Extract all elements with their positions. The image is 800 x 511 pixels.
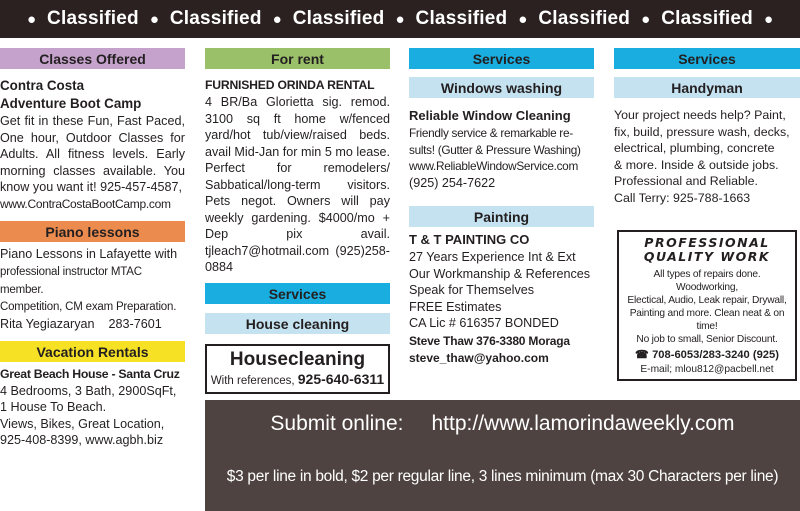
- ad-body: Get fit in these Fun, Fast Paced, One hour, Outdoor Classes for Adults. All fitness levels. Early morning classes available. You know you want it! 925-457-4587,: [0, 114, 185, 194]
- submit-panel: [205, 400, 800, 511]
- ad-handyman: [614, 107, 800, 206]
- submit-label: Submit online:: [270, 412, 404, 435]
- ad-line: CA Lic # 616357 BONDED: [409, 316, 559, 330]
- section-header-services: Services: [614, 48, 800, 69]
- bullet-icon: ●: [149, 10, 159, 28]
- ad-link[interactable]: www.ContraCostaBootCamp.com: [0, 196, 171, 211]
- ad-contact: [209, 371, 386, 389]
- banner-word: Classified: [292, 8, 385, 29]
- ad-line: FREE Estimates: [409, 299, 502, 314]
- ad-line: 27 Years Experience Int & Ext: [409, 250, 576, 264]
- ad-body: 4 BR/Ba Glorietta sig. remod. 3100 sq ft home w/fenced yard/hot tub/view/raised beds. avail Mid-Jan for min 5 mo lease. Perfect for remodelers/ Sabbatical/long-term visitors. Pets negot. Owners will pay weekly gardening. $4000/mo + Dep pix avail. tjleach7@hotmail.com (925)258-0884: [205, 95, 390, 274]
- section-header-rent: For rent: [205, 48, 390, 69]
- ad-bootcamp: [0, 77, 185, 212]
- subheader-painting: Painting: [409, 206, 594, 227]
- pricing-text: $3 per line in bold, $2 per regular line, 3 lines minimum (max 30 Characters per line): [226, 468, 779, 485]
- banner-word: Classified: [415, 8, 508, 29]
- banner-word: Classified: [538, 8, 631, 29]
- ad-body: [622, 268, 792, 346]
- ad-line: (925) 254-7622: [409, 175, 496, 190]
- classified-banner: [0, 0, 800, 38]
- ad-contact: [622, 348, 792, 361]
- ad-title: PROFESSIONAL: [644, 235, 770, 250]
- banner-word: Classified: [47, 8, 139, 29]
- subheader-handyman: Handyman: [614, 77, 800, 98]
- ad-beach-house: [0, 366, 185, 449]
- ad-title: Reliable Window Cleaning: [409, 108, 571, 123]
- ad-line: 925-408-8399, www.agbh.biz: [0, 433, 164, 447]
- banner-word: Classified: [169, 8, 262, 29]
- ad-line: sults! (Gutter & Pressure Washing): [409, 142, 581, 157]
- bullet-icon: ●: [395, 10, 405, 28]
- ad-contact-phone: 283-7601: [108, 316, 162, 331]
- ad-contact: [0, 316, 185, 333]
- ad-contact-name: Rita Yegiazaryan: [0, 316, 95, 331]
- bullet-icon: ●: [26, 10, 37, 28]
- ad-line: & more. Inside & outside jobs.: [614, 157, 779, 172]
- ad-line: 1 House To Beach.: [0, 400, 107, 414]
- ad-line: Competition, CM exam Preparation.: [0, 300, 177, 313]
- ad-email[interactable]: E-mail; mlou812@pacbell.net: [640, 364, 774, 375]
- ad-line: Your project needs help? Paint,: [614, 108, 786, 122]
- ad-title: Housecleaning: [229, 349, 366, 370]
- ad-line: 4 Bedrooms, 3 Bath, 2900SqFt,: [0, 383, 177, 398]
- bullet-icon: ●: [272, 10, 282, 28]
- column-rent: [205, 48, 390, 387]
- ad-line: All types of repairs done. Woodworking,: [653, 269, 761, 293]
- ad-line: Our Workmanship & References: [409, 266, 591, 281]
- ad-line: fix, build, pressure wash, decks,: [614, 124, 790, 139]
- section-header-services: Services: [409, 48, 594, 69]
- ad-title: T & T PAINTING CO: [409, 232, 530, 247]
- ad-contact-phone: 925-640-6311: [297, 371, 385, 387]
- ad-line: Speak for Themselves: [409, 283, 535, 297]
- banner-word: Classified: [661, 8, 753, 29]
- subheader-windows: Windows washing: [409, 77, 594, 98]
- ad-orinda-rental: [205, 76, 390, 276]
- ad-email[interactable]: steve_thaw@yahoo.com: [409, 350, 549, 365]
- column-handyman: [614, 48, 800, 375]
- section-header-vacation: Vacation Rentals: [0, 341, 185, 362]
- ad-contact-prefix: With references,: [210, 375, 295, 387]
- ad-title: Contra Costa: [0, 78, 85, 93]
- ad-title: Great Beach House - Santa Cruz: [0, 367, 180, 381]
- ad-link[interactable]: www.ReliableWindowService.com: [409, 159, 578, 173]
- ad-line: No job to small, Senior Discount.: [636, 334, 778, 345]
- bullet-icon: ●: [641, 10, 651, 28]
- submit-line: [205, 412, 800, 436]
- phone-icon: ☎: [635, 349, 649, 361]
- quality-work-ad-box: [617, 230, 797, 381]
- column-classes: [0, 48, 185, 449]
- ad-contact-phone: 708-6053/283-3240 (925): [652, 349, 779, 361]
- ad-line: Views, Bikes, Great Location,: [0, 416, 165, 431]
- ad-title: Adventure Boot Camp: [0, 96, 142, 111]
- section-header-piano: Piano lessons: [0, 221, 185, 242]
- ad-line: professional instructor MTAC member.: [0, 265, 142, 296]
- column-services: [409, 48, 594, 365]
- ad-line: electrical, plumbing, concrete: [614, 141, 775, 155]
- ad-line: Friendly service & remarkable re-: [409, 126, 573, 140]
- housecleaning-ad-box: [205, 344, 390, 394]
- bullet-icon: ●: [518, 10, 528, 28]
- ad-line: Piano Lessons in Lafayette with: [0, 247, 178, 261]
- ad-line: Electical, Audio, Leak repair, Drywall,: [627, 295, 787, 306]
- ad-contact: Steve Thaw 376-3380 Moraga: [409, 333, 570, 348]
- ad-line: Call Terry: 925-788-1663: [614, 190, 751, 205]
- bullet-icon: ●: [763, 10, 774, 28]
- ad-title: FURNISHED ORINDA RENTAL: [205, 78, 375, 92]
- subheader-house-cleaning: House cleaning: [205, 313, 390, 334]
- ad-piano: [0, 246, 185, 332]
- ad-line: Professional and Reliable.: [614, 174, 758, 188]
- ad-line: Painting and more. Clean neat & on time!: [629, 308, 785, 332]
- submit-url-link[interactable]: http://www.lamorindaweekly.com: [431, 412, 735, 435]
- section-header-services: Services: [205, 283, 390, 304]
- section-header-classes: Classes Offered: [0, 48, 185, 69]
- ad-title: QUALITY WORK: [643, 249, 771, 264]
- ad-painting: [409, 231, 594, 366]
- ad-window-cleaning: [409, 107, 594, 191]
